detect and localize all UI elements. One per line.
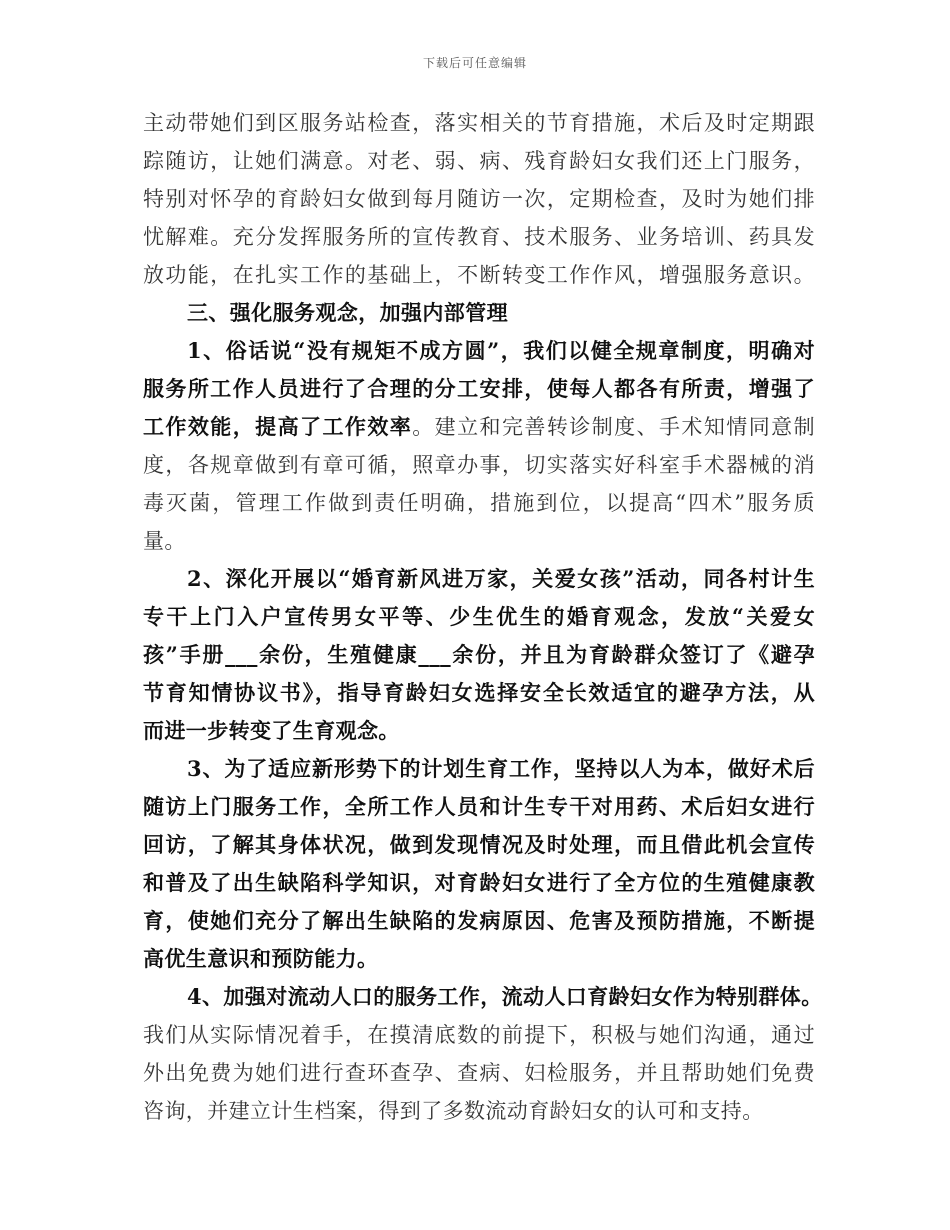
text-line [143,484,815,522]
paragraph [143,750,815,978]
bold-text-run: 4、加强对流动人口的服务工作，流动人口育龄妇女作为特别群体。 [187,984,823,1009]
page-header: 下载后可任意编辑 [422,56,527,70]
paragraph [143,560,815,750]
text-line [143,940,815,978]
bold-text-run: 3、为了适应新形势下的计划生育工作，坚持以人为本，做好术后 [187,756,815,781]
text-line [143,522,815,560]
text-line [143,864,815,902]
text-line [143,408,815,446]
bold-text-run: 和普及了出生缺陷科学知识，对育龄妇女进行了全方位的生殖健康教 [143,870,815,895]
text-line [143,1054,815,1092]
text-line [143,712,815,750]
text-line [143,332,815,370]
text-line [143,370,815,408]
text-line [143,1092,815,1130]
bold-text-run: 育，使她们充分了解出生缺陷的发病原因、危害及预防措施，不断提 [143,908,815,933]
text-line [143,902,815,940]
text-line [143,180,815,218]
text-run: 忧解难。充分发挥服务所的宣传教育、技术服务、业务培训、药具发 [143,225,815,249]
text-line [143,1016,815,1054]
bold-text-run: 高优生意识和预防能力。 [143,946,379,971]
text-run: 咨询，并建立计生档案，得到了多数流动育龄妇女的认可和支持。 [143,1099,764,1123]
text-run: 放功能，在扎实工作的基础上，不断转变工作作风，增强服务意识。 [143,263,815,287]
paragraph [143,294,815,332]
text-line [143,104,815,142]
paragraph [143,978,823,1130]
paragraph [143,332,815,560]
bold-text-run: 2、深化开展以“婚育新风进万家，关爱女孩”活动，同各村计生 [187,566,815,591]
text-run: 量。 [143,529,186,553]
bold-text-run: 1、俗话说“没有规矩不成方圆”，我们以健全规章制度，明确对 [187,338,815,363]
text-run: 外出免费为她们进行查环查孕、查病、妇检服务，并且帮助她们免费 [143,1061,815,1085]
text-line [143,826,815,864]
document-body [143,104,823,1130]
text-line [143,218,815,256]
text-run: 踪随访，让她们满意。对老、弱、病、残育龄妇女我们还上门服务， [143,149,815,173]
text-line [143,294,815,332]
text-line [143,674,815,712]
text-line [143,256,815,294]
text-run: 特别对怀孕的育龄妇女做到每月随访一次，定期检查，及时为她们排 [143,187,815,211]
bold-text-run: 专干上门入户宣传男女平等、少生优生的婚育观念，发放“关爱女 [143,604,815,629]
bold-text-run: 服务所工作人员进行了合理的分工安排，使每人都各有所责，增强了 [143,376,815,401]
bold-text-run: 孩”手册___余份，生殖健康___余份，并且为育龄群众签订了《避孕 [143,642,815,667]
text-line [143,142,815,180]
text-line [143,446,815,484]
text-run: 主动带她们到区服务站检查，落实相关的节育措施，术后及时定期跟 [143,111,815,135]
text-line [143,560,815,598]
bold-text-run: 三、强化服务观念，加强内部管理 [187,300,508,325]
bold-text-run: 随访上门服务工作，全所工作人员和计生专干对用药、术后妇女进行 [143,794,815,819]
text-run: 度，各规章做到有章可循，照章办事，切实落实好科室手术器械的消 [143,453,815,477]
text-line [143,788,815,826]
text-run: 。建立和完善转诊制度、手术知情同意制 [412,415,815,439]
bold-text-run: 而进一步转变了生育观念。 [143,718,400,743]
text-line [143,750,815,788]
bold-text-run: 节育知情协议书》，指导育龄妇女选择安全长效适宜的避孕方法，从 [143,680,815,705]
text-run: 毒灭菌，管理工作做到责任明确，措施到位，以提高“四术”服务质 [143,491,815,515]
paragraph [143,104,815,294]
text-line [143,598,815,636]
bold-text-run: 回访，了解其身体状况，做到发现情况及时处理，而且借此机会宣传 [143,832,815,857]
text-line [143,978,823,1016]
text-line [143,636,815,674]
bold-text-run: 工作效能，提高了工作效率 [143,414,413,439]
text-run: 我们从实际情况着手，在摸清底数的前提下，积极与她们沟通，通过 [143,1023,815,1047]
